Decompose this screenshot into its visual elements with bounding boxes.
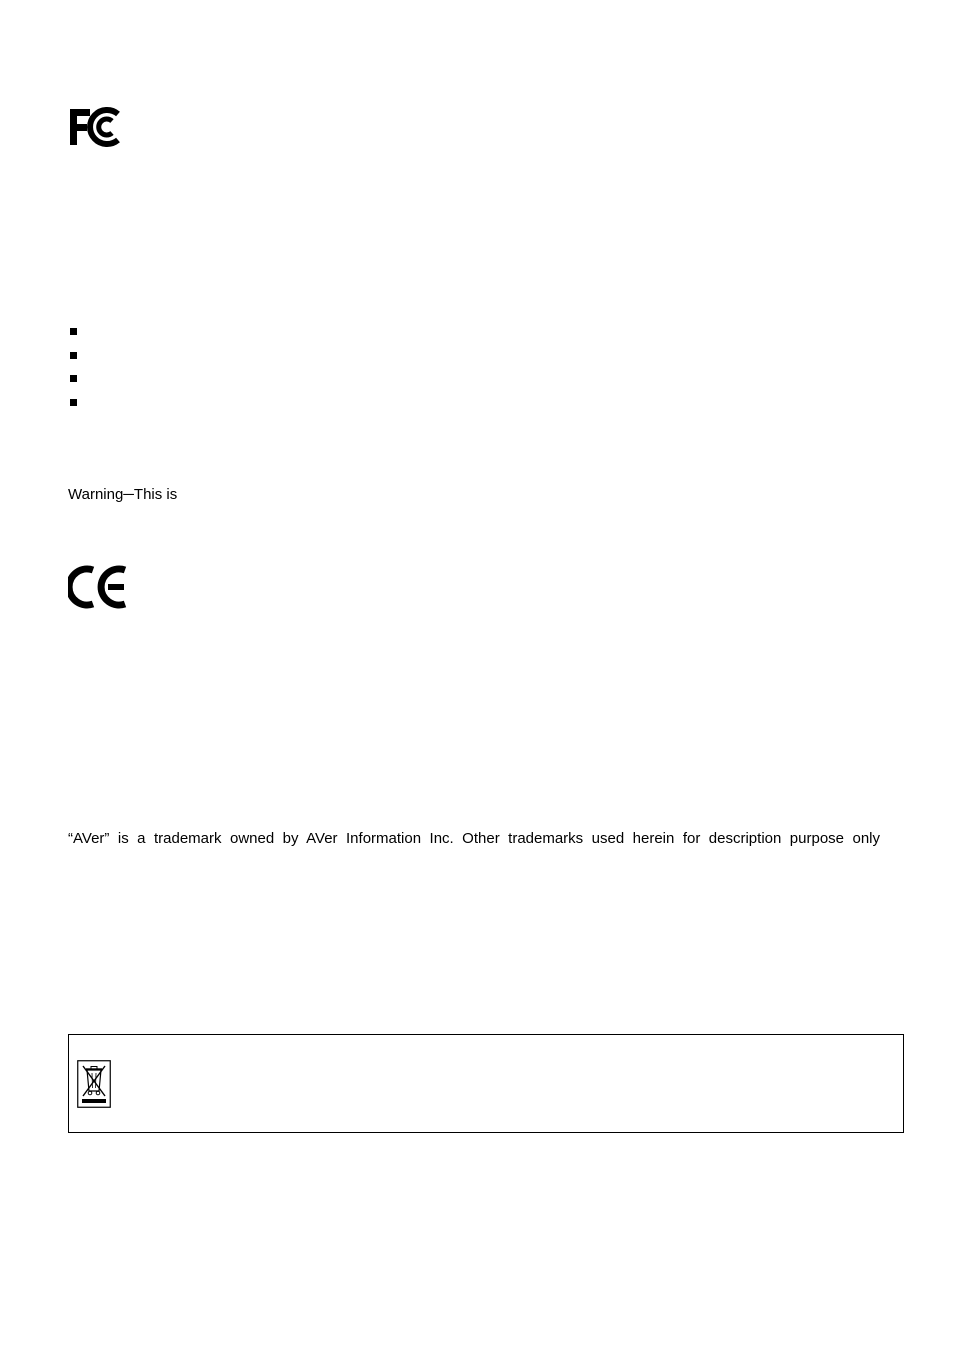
bullet-marker <box>70 375 77 382</box>
warning-text: Warning─This is <box>68 486 178 503</box>
bullet-marker <box>70 328 77 335</box>
weee-notice-box <box>68 1034 904 1133</box>
bullet-list <box>70 328 77 422</box>
bullet-marker <box>70 399 77 406</box>
bullet-marker <box>70 352 77 359</box>
crossed-out-wheelie-bin-icon <box>77 1060 111 1108</box>
ce-mark-icon <box>68 564 130 610</box>
trademark-notice: “AVer” is a trademark owned by AVer Information Inc. Other trademarks used herein for description purpose only <box>68 830 880 847</box>
fcc-logo-icon <box>68 106 122 148</box>
